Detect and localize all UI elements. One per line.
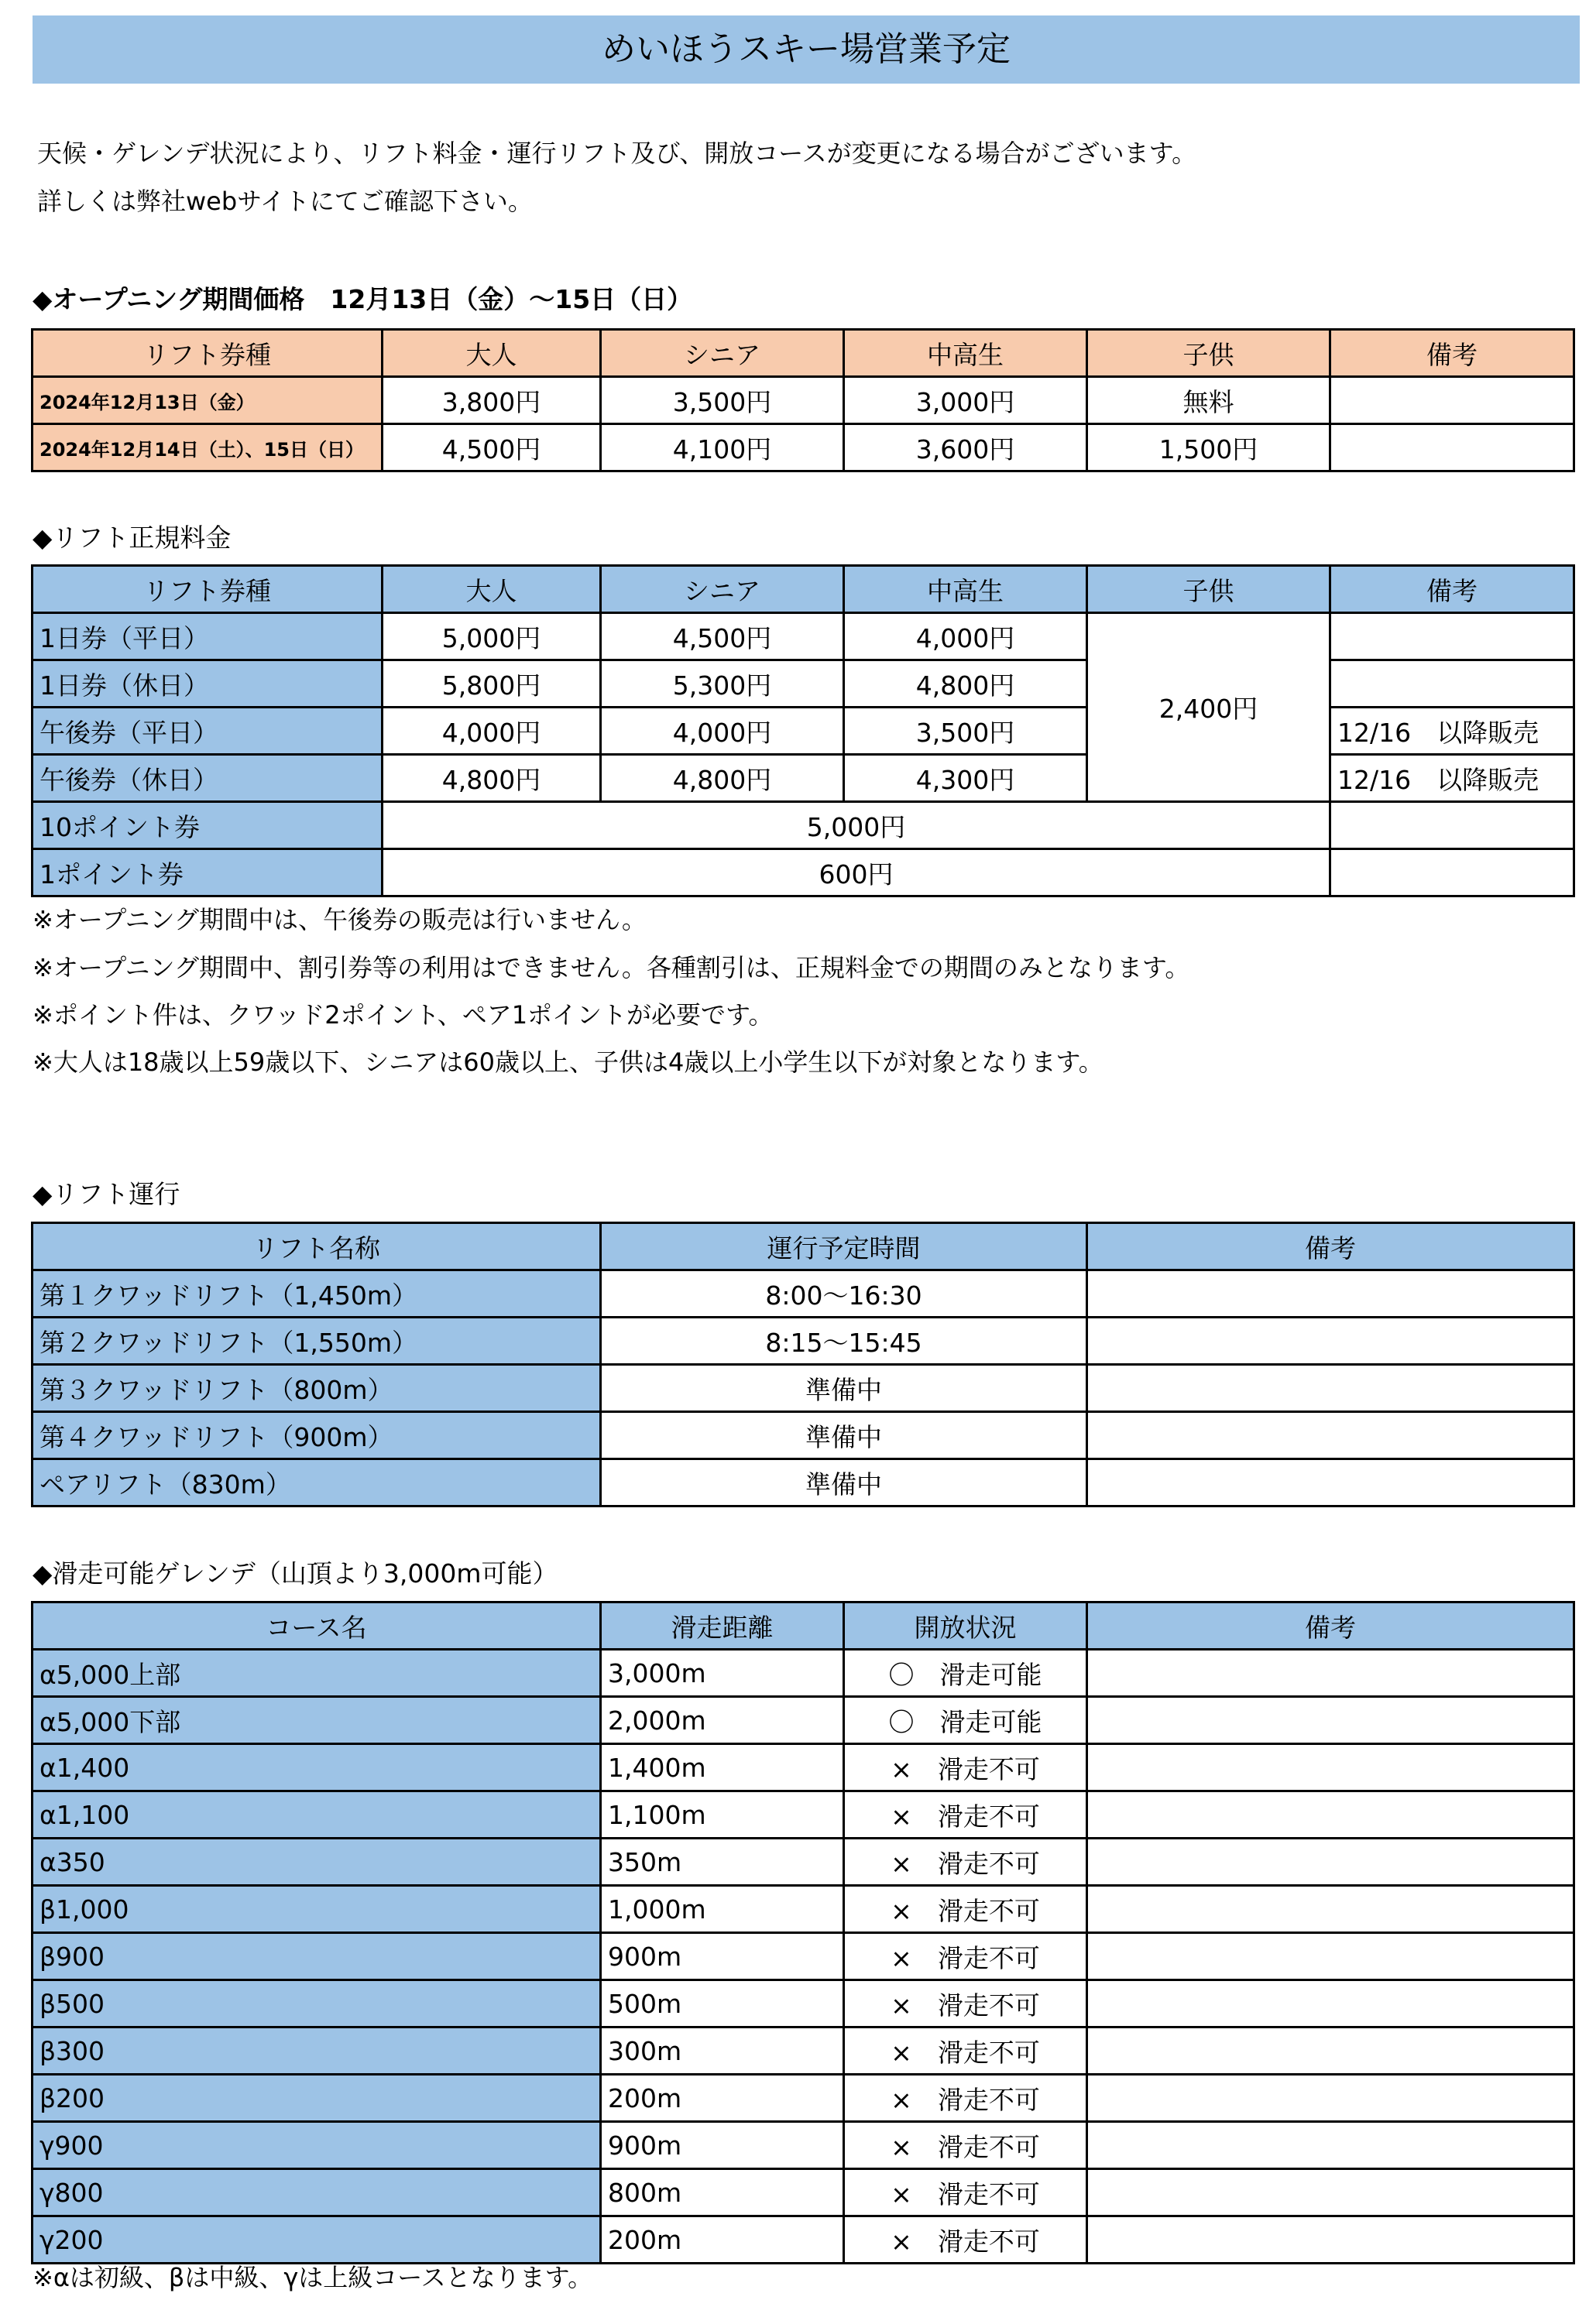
remarks: [1330, 849, 1574, 896]
course-name: α350: [33, 1839, 601, 1886]
price-adult: 3,800円: [383, 377, 601, 424]
course-name: β1,000: [33, 1886, 601, 1933]
header-student: 中高生: [844, 330, 1087, 377]
course-distance: 1,400m: [601, 1744, 844, 1791]
opening-heading: ◆オープニング期間価格 12月13日（金）～15日（日）: [33, 284, 693, 314]
remarks: [1330, 377, 1574, 424]
course-name: α1,400: [33, 1744, 601, 1791]
course-status: × 滑走不可: [844, 2028, 1087, 2075]
course-distance: 800m: [601, 2169, 844, 2216]
table-row: [33, 1744, 1574, 1791]
opening-price-table: [31, 328, 1575, 472]
price-senior: 4,000円: [601, 708, 844, 755]
course-status: 〇 滑走可能: [844, 1650, 1087, 1697]
course-distance: 900m: [601, 2122, 844, 2169]
lift-operation-table: [31, 1222, 1575, 1507]
table-row: [33, 1412, 1574, 1459]
course-status: × 滑走不可: [844, 1980, 1087, 2028]
course-name: α5,000下部: [33, 1697, 601, 1744]
table-row: [33, 1650, 1574, 1697]
course-distance: 300m: [601, 2028, 844, 2075]
header-distance: 滑走距離: [601, 1602, 844, 1650]
operating-time: 準備中: [601, 1412, 1087, 1459]
table-row: [33, 802, 1574, 849]
courses-footnote: ※αは初級、βは中級、γは上級コースとなります。: [33, 2263, 593, 2292]
notice-line-1: 天候・ゲレンデ状況により、リフト料金・運行リフト及び、開放コースが変更になる場合がございます。: [37, 139, 1197, 168]
ticket-type: 1ポイント券: [33, 849, 383, 896]
course-name: α1,100: [33, 1791, 601, 1839]
course-status: × 滑走不可: [844, 2075, 1087, 2122]
course-distance: 1,100m: [601, 1791, 844, 1839]
header-adult: 大人: [383, 330, 601, 377]
remarks: [1330, 613, 1574, 660]
remarks: [1330, 660, 1574, 708]
remarks: [1087, 1459, 1574, 1506]
price-child: 1,500円: [1087, 424, 1330, 471]
lifts-heading: ◆リフト運行: [33, 1179, 180, 1209]
price-child: 無料: [1087, 377, 1330, 424]
remarks: [1087, 2216, 1574, 2264]
remarks: 12/16 以降販売: [1330, 708, 1574, 755]
table-row: [33, 2028, 1574, 2075]
ticket-type: 1日券（平日）: [33, 613, 383, 660]
header-child: 子供: [1087, 330, 1330, 377]
table-row: [33, 849, 1574, 896]
ticket-type: 午後券（平日）: [33, 708, 383, 755]
header-ticket-type: リフト券種: [33, 566, 383, 613]
course-distance: 350m: [601, 1839, 844, 1886]
ticket-type: 午後券（休日）: [33, 755, 383, 802]
price-senior: 4,800円: [601, 755, 844, 802]
notice-line-2: 詳しくは弊社webサイトにてご確認下さい。: [37, 187, 533, 216]
table-row: [33, 2216, 1574, 2264]
table-row: [33, 1697, 1574, 1744]
table-row: [33, 2122, 1574, 2169]
course-name: β900: [33, 1933, 601, 1980]
course-distance: 200m: [601, 2075, 844, 2122]
price-adult: 5,800円: [383, 660, 601, 708]
price-student: 4,300円: [844, 755, 1087, 802]
table-header-row: [33, 1223, 1574, 1270]
course-status: × 滑走不可: [844, 1744, 1087, 1791]
remarks: [1087, 1412, 1574, 1459]
table-header-row: [33, 330, 1574, 377]
lift-name: 第４クワッドリフト（900m）: [33, 1412, 601, 1459]
table-row: [33, 424, 1574, 471]
regular-heading: ◆リフト正規料金: [33, 523, 232, 553]
table-row: [33, 2169, 1574, 2216]
price-child: 2,400円: [1087, 613, 1330, 802]
course-distance: 3,000m: [601, 1650, 844, 1697]
course-status: × 滑走不可: [844, 1791, 1087, 1839]
course-status: × 滑走不可: [844, 2216, 1087, 2264]
table-row: [33, 708, 1574, 755]
table-row: [33, 1886, 1574, 1933]
remarks: [1087, 1697, 1574, 1744]
regular-note-1: ※オープニング期間中は、午後券の販売は行いません。: [33, 905, 647, 934]
page-title: めいほうスキー場営業予定: [33, 15, 1580, 84]
ticket-type: 1日券（休日）: [33, 660, 383, 708]
table-row: [33, 755, 1574, 802]
header-open-status: 開放状況: [844, 1602, 1087, 1650]
course-distance: 2,000m: [601, 1697, 844, 1744]
remarks: [1087, 1270, 1574, 1318]
header-remarks: 備考: [1087, 1602, 1574, 1650]
remarks: [1087, 2169, 1574, 2216]
table-row: [33, 1791, 1574, 1839]
table-row: [33, 613, 1574, 660]
course-status: × 滑走不可: [844, 2122, 1087, 2169]
course-status: × 滑走不可: [844, 1839, 1087, 1886]
course-name: γ900: [33, 2122, 601, 2169]
header-senior: シニア: [601, 566, 844, 613]
course-distance: 200m: [601, 2216, 844, 2264]
remarks: [1087, 1650, 1574, 1697]
table-row: [33, 1839, 1574, 1886]
header-remarks: 備考: [1087, 1223, 1574, 1270]
header-remarks: 備考: [1330, 566, 1574, 613]
price-student: 3,600円: [844, 424, 1087, 471]
table-row: [33, 660, 1574, 708]
course-status: × 滑走不可: [844, 2169, 1087, 2216]
point-price: 5,000円: [383, 802, 1330, 849]
header-remarks: 備考: [1330, 330, 1574, 377]
remarks: [1087, 1318, 1574, 1365]
remarks: [1087, 1744, 1574, 1791]
remarks: [1087, 1365, 1574, 1412]
regular-note-4: ※大人は18歳以上59歳以下、シニアは60歳以上、子供は4歳以上小学生以下が対象となります。: [33, 1047, 1103, 1077]
remarks: [1087, 1791, 1574, 1839]
price-senior: 4,500円: [601, 613, 844, 660]
remarks: [1087, 1839, 1574, 1886]
remarks: [1087, 1980, 1574, 2028]
remarks: [1087, 2122, 1574, 2169]
course-status-table: [31, 1601, 1575, 2264]
ticket-type: 2024年12月13日（金）: [33, 377, 383, 424]
lift-name: ペアリフト（830m）: [33, 1459, 601, 1506]
course-status: × 滑走不可: [844, 1933, 1087, 1980]
table-row: [33, 1365, 1574, 1412]
courses-heading: ◆滑走可能ゲレンデ（山頂より3,000m可能）: [33, 1558, 558, 1589]
remarks: [1330, 424, 1574, 471]
operating-time: 8:00～16:30: [601, 1270, 1087, 1318]
header-ticket-type: リフト券種: [33, 330, 383, 377]
course-distance: 900m: [601, 1933, 844, 1980]
remarks: 12/16 以降販売: [1330, 755, 1574, 802]
table-row: [33, 2075, 1574, 2122]
table-row: [33, 1270, 1574, 1318]
course-name: γ800: [33, 2169, 601, 2216]
remarks: [1087, 2028, 1574, 2075]
header-senior: シニア: [601, 330, 844, 377]
price-senior: 5,300円: [601, 660, 844, 708]
price-student: 3,500円: [844, 708, 1087, 755]
point-price: 600円: [383, 849, 1330, 896]
table-row: [33, 1933, 1574, 1980]
operating-time: 準備中: [601, 1459, 1087, 1506]
regular-note-3: ※ポイント件は、クワッド2ポイント、ペア1ポイントが必要です。: [33, 1000, 774, 1030]
price-adult: 4,000円: [383, 708, 601, 755]
price-student: 4,800円: [844, 660, 1087, 708]
lift-name: 第１クワッドリフト（1,450m）: [33, 1270, 601, 1318]
table-row: [33, 1318, 1574, 1365]
table-row: [33, 377, 1574, 424]
regular-price-table: [31, 564, 1575, 897]
course-distance: 500m: [601, 1980, 844, 2028]
table-header-row: [33, 566, 1574, 613]
header-lift-name: リフト名称: [33, 1223, 601, 1270]
course-status: × 滑走不可: [844, 1886, 1087, 1933]
price-student: 3,000円: [844, 377, 1087, 424]
header-course-name: コース名: [33, 1602, 601, 1650]
course-name: β500: [33, 1980, 601, 2028]
table-header-row: [33, 1602, 1574, 1650]
header-adult: 大人: [383, 566, 601, 613]
course-name: β200: [33, 2075, 601, 2122]
lift-name: 第２クワッドリフト（1,550m）: [33, 1318, 601, 1365]
course-name: γ200: [33, 2216, 601, 2264]
table-row: [33, 1459, 1574, 1506]
lift-name: 第３クワッドリフト（800m）: [33, 1365, 601, 1412]
price-student: 4,000円: [844, 613, 1087, 660]
remarks: [1087, 1933, 1574, 1980]
operating-time: 8:15～15:45: [601, 1318, 1087, 1365]
price-adult: 4,500円: [383, 424, 601, 471]
course-name: α5,000上部: [33, 1650, 601, 1697]
header-operating-time: 運行予定時間: [601, 1223, 1087, 1270]
course-distance: 1,000m: [601, 1886, 844, 1933]
header-student: 中高生: [844, 566, 1087, 613]
ticket-type: 10ポイント券: [33, 802, 383, 849]
header-child: 子供: [1087, 566, 1330, 613]
remarks: [1330, 802, 1574, 849]
regular-note-2: ※オープニング期間中、割引券等の利用はできません。各種割引は、正規料金での期間のみとなります。: [33, 953, 1190, 982]
price-adult: 5,000円: [383, 613, 601, 660]
remarks: [1087, 1886, 1574, 1933]
price-senior: 3,500円: [601, 377, 844, 424]
table-row: [33, 1980, 1574, 2028]
ticket-type: 2024年12月14日（土）、15日（日）: [33, 424, 383, 471]
remarks: [1087, 2075, 1574, 2122]
course-name: β300: [33, 2028, 601, 2075]
course-status: 〇 滑走可能: [844, 1697, 1087, 1744]
price-adult: 4,800円: [383, 755, 601, 802]
price-senior: 4,100円: [601, 424, 844, 471]
operating-time: 準備中: [601, 1365, 1087, 1412]
